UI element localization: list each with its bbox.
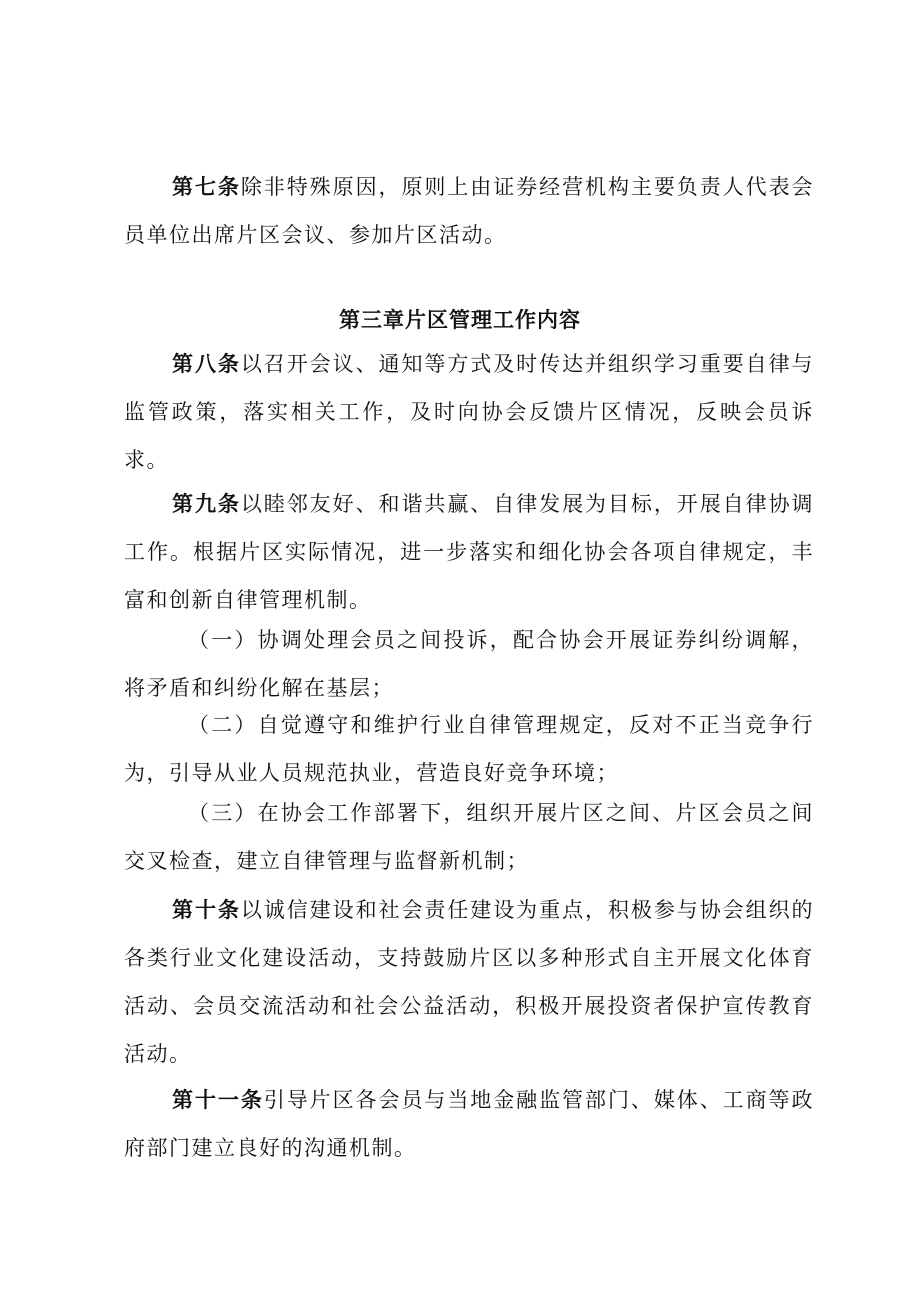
article-7 [124, 163, 814, 259]
article-10-text: 以诚信建设和社会责任建设为重点，积极参与协会组织的各类行业文化建设活动，支持鼓励片区以多种形式自主开展文化体育活动、会员交流活动和社会公益活动，积极开展投资者保护宣传教育活动。 [124, 898, 815, 1066]
chapter-3-title: 第三章片区管理工作内容 [339, 307, 581, 332]
article-7-text: 除非特殊原因，原则上由证券经营机构主要负责人代表会员单位出席片区会议、参加片区活动。 [124, 175, 815, 247]
article-9-text: 以睦邻友好、和谐共赢、自律发展为目标，开展自律协调工作。根据片区实际情况，进一步落实和细化协会各项自律规定，丰富和创新自律管理机制。 [124, 492, 815, 612]
article-9-item-1: （一）协调处理会员之间投诉，配合协会开展证券纠纷调解，将矛盾和纠纷化解在基层； [124, 628, 814, 700]
article-10 [124, 886, 814, 1078]
article-8 [124, 340, 814, 484]
article-8-heading: 第八条 [172, 351, 241, 376]
article-10-heading: 第十条 [172, 897, 241, 922]
article-9-item-3: （三）在协会工作部署下，组织开展片区之间、片区会员之间交叉检查，建立自律管理与监督新机制； [124, 801, 814, 873]
article-11-text: 引导片区各会员与当地金融监管部门、媒体、工商等政府部门建立良好的沟通机制。 [124, 1088, 815, 1160]
article-9-heading: 第九条 [172, 491, 241, 516]
article-9 [124, 480, 814, 624]
article-9-item-2: （二）自觉遵守和维护行业自律管理规定，反对不正当竞争行为，引导从业人员规范执业，营造良好竞争环境； [124, 713, 814, 785]
article-8-text: 以召开会议、通知等方式及时传达并组织学习重要自律与监管政策，落实相关工作，及时向协会反馈片区情况，反映会员诉求。 [124, 352, 815, 472]
article-7-heading: 第七条 [172, 174, 241, 199]
article-11 [124, 1076, 814, 1172]
article-11-heading: 第十一条 [172, 1087, 264, 1112]
